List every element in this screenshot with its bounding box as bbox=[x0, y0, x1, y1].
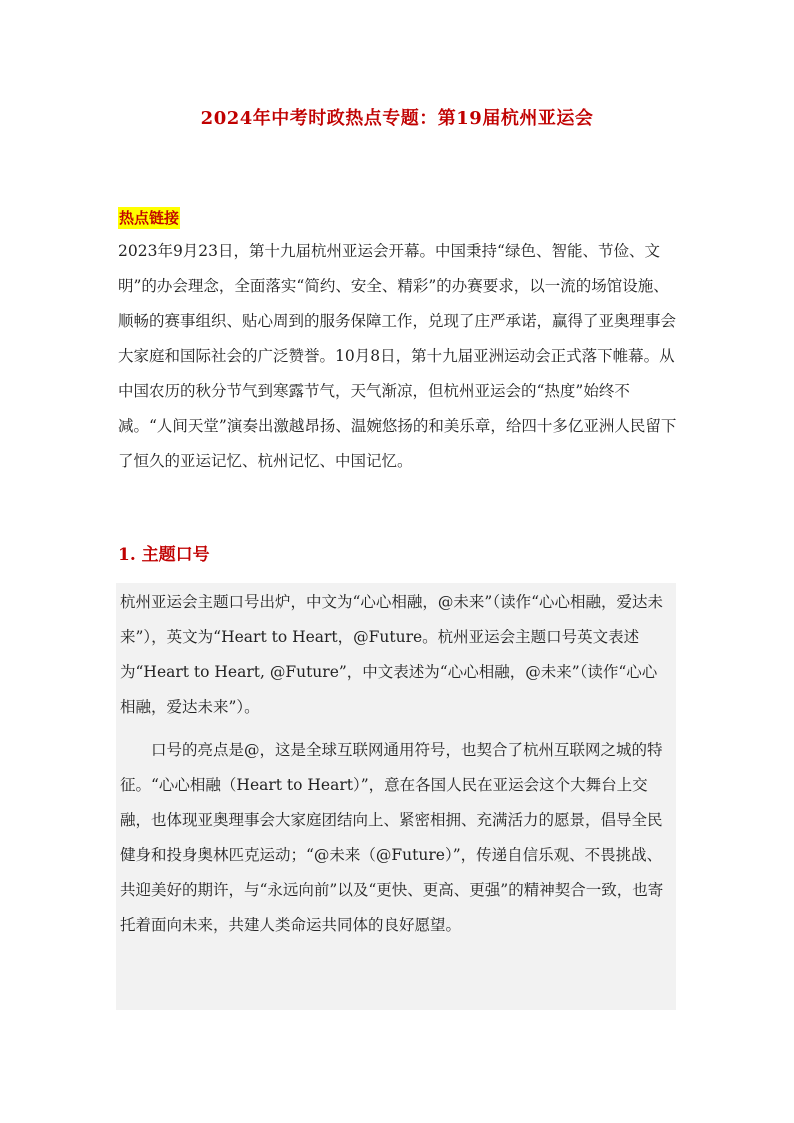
section-heading-theme-slogan: 1. 主题口号 bbox=[118, 545, 210, 565]
slogan-paragraph-1: 杭州亚运会主题口号出炉，中文为“心心相融，@未来”（读作“心心相融，爱达未来”），英文为“Heart to Heart，@Future。杭州亚运会主题口号英文表述为“Heart to Heart, @Future”，中文表述为“心心相融，@未来”（读作“心心相融，爱达未来”）。 bbox=[120, 593, 664, 716]
hot-link-label: 热点链接 bbox=[119, 209, 180, 227]
slogan-paragraph-2: 口号的亮点是@，这是全球互联网通用符号，也契合了杭州互联网之城的特征。“心心相融（Heart to Heart）”，意在各国人民在亚运会这个大舞台上交融，也体现亚奥理事会大家庭团结向上、紧密相拥、充满活力的愿景，倡导全民健身和投身奥林匹克运动；“@未来（@Future）”，传递自信乐观、不畏挑战、共迎美好的期许，与“永远向前”以及“更快、更高、更强”的精神契合一致，也寄托着面向未来，共建人类命运共同体的良好愿望。 bbox=[120, 741, 664, 934]
intro-paragraph: 2023年9月23日，第十九届杭州亚运会开幕。中国秉持“绿色、智能、节俭、文明”的办会理念，全面落实“简约、安全、精彩”的办赛要求，以一流的场馆设施、顺畅的赛事组织、贴心周到的服务保障工作，兑现了庄严承诺，赢得了亚奥理事会大家庭和国际社会的广泛赞誉。10月8日，第十九届亚洲运动会正式落下帷幕。从中国农历的秋分节气到寒露节气，天气渐凉，但杭州亚运会的“热度”始终不减。“人间天堂”演奏出激越昂扬、温婉悠扬的和美乐章，给四十多亿亚洲人民留下了恒久的亚运记忆、杭州记忆、中国记忆。 bbox=[118, 242, 677, 470]
document-title: 2024年中考时政热点专题：第19届杭州亚运会 bbox=[200, 108, 594, 129]
slogan-shaded-box bbox=[116, 583, 676, 1010]
